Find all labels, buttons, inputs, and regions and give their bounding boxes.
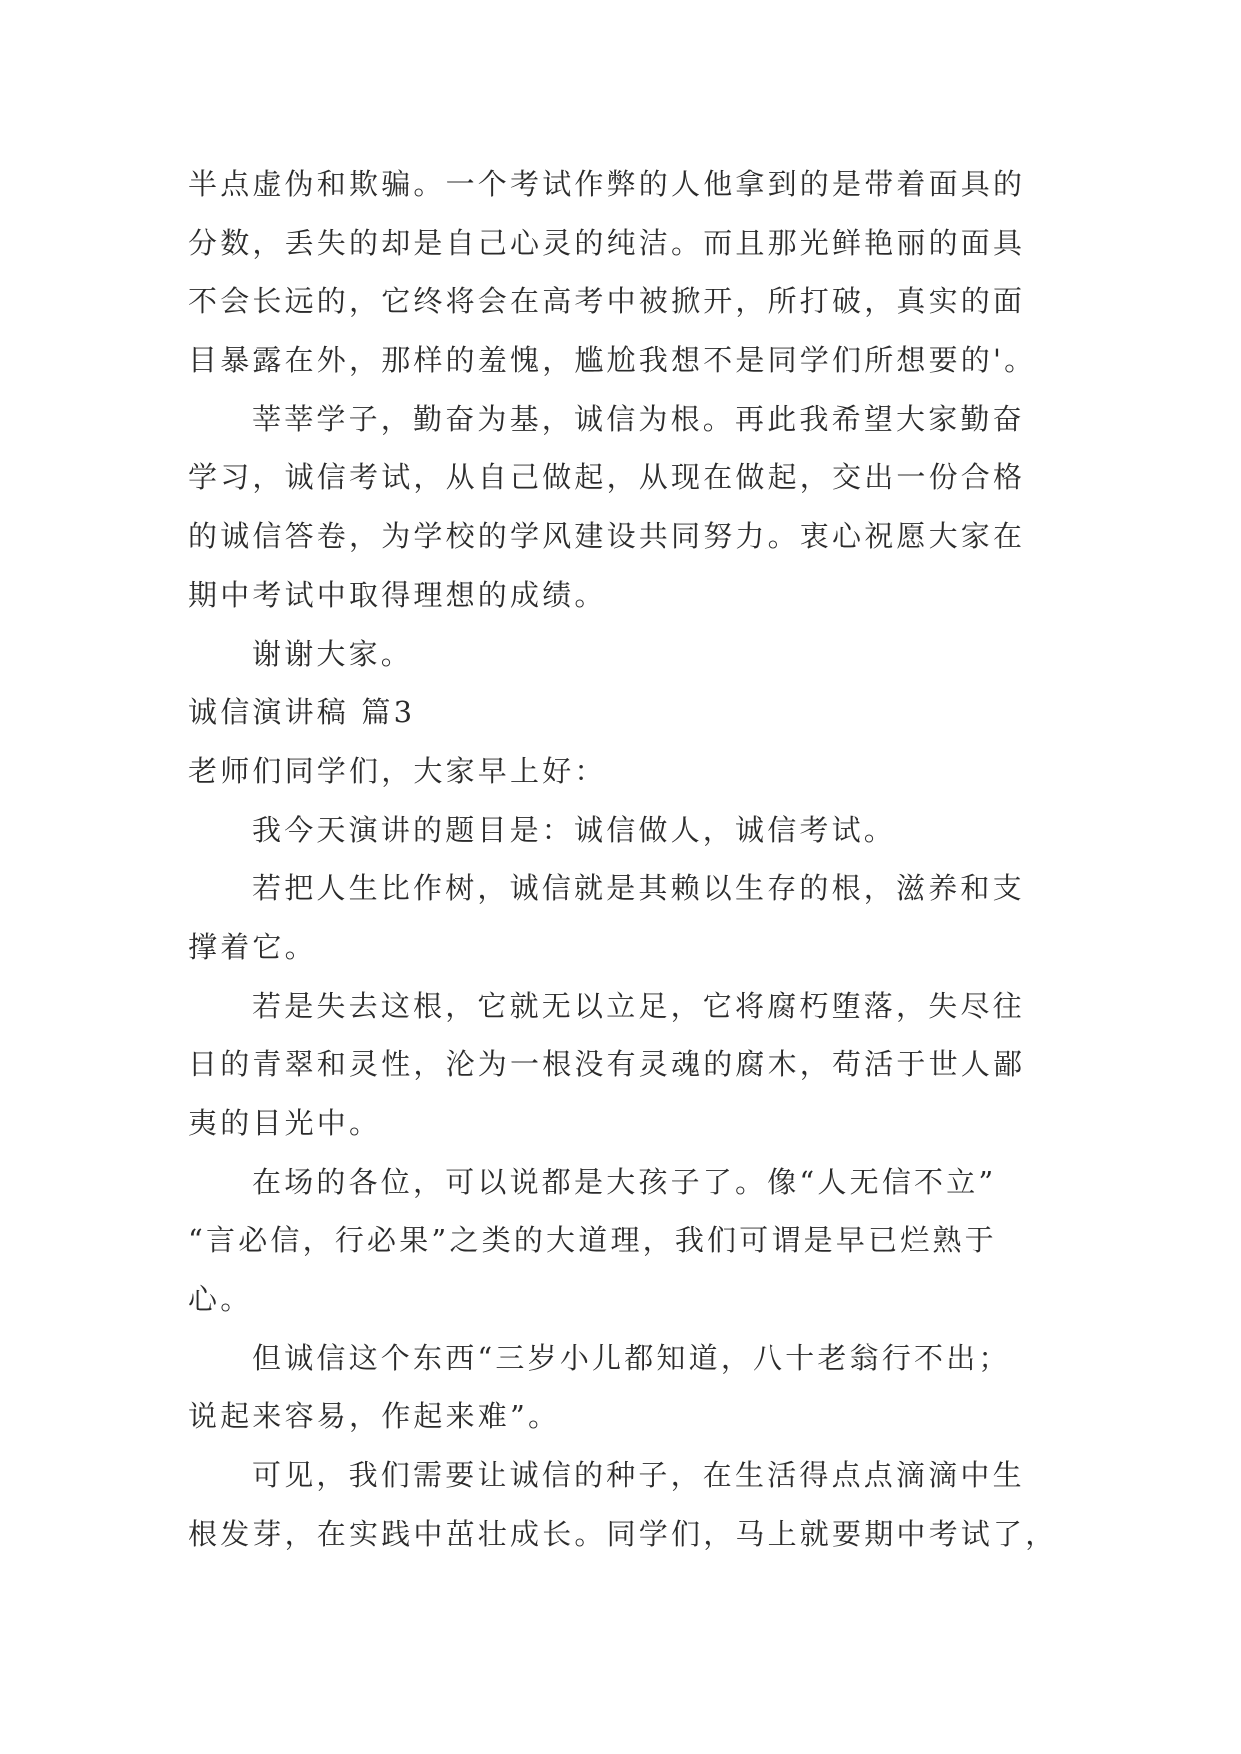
document-body [188, 155, 1068, 1564]
text-line: 目暴露在外，那样的羞愧，尴尬我想不是同学们所想要的'。 [188, 343, 1037, 378]
section-heading: 诚信演讲稿 篇3 [188, 695, 416, 730]
text-line: “言必信，行必果”之类的大道理，我们可谓是早已烂熟于 [188, 1223, 997, 1258]
text-line: 但诚信这个东西“三岁小儿都知道，八十老翁行不出； [252, 1340, 1011, 1375]
text-line: 若是失去这根，它就无以立足，它将腐朽堕落，失尽往 [252, 988, 1025, 1023]
text-line: 心。 [188, 1282, 253, 1317]
text-line: 半点虚伪和欺骗。一个考试作弊的人他拿到的是带着面具的 [188, 167, 1026, 201]
text-line: 不会长远的，它终将会在高考中被掀开，所打破，真实的面 [188, 284, 1026, 319]
text-line: 说起来容易，作起来难”。 [188, 1399, 561, 1434]
text-line: 可见，我们需要让诚信的种子，在生活得点点滴滴中生 [252, 1458, 1025, 1493]
salutation: 老师们同学们，大家早上好： [188, 753, 607, 788]
text-line: 谢谢大家。 [252, 636, 414, 671]
text-line: 分数，丢失的却是自己心灵的纯洁。而且那光鲜艳丽的面具 [188, 225, 1026, 260]
text-line: 夷的目光中。 [188, 1106, 382, 1140]
text-line: 若把人生比作树，诚信就是其赖以生存的根，滋养和支 [252, 871, 1025, 906]
text-line: 日的青翠和灵性，沦为一根没有灵魂的腐木，苟活于世人鄙 [188, 1047, 1026, 1082]
text-line: 撑着它。 [188, 929, 317, 964]
text-line: 的诚信答卷，为学校的学风建设共同努力。衷心祝愿大家在 [188, 519, 1026, 554]
text-line: 莘莘学子，勤奋为基，诚信为根。再此我希望大家勤奋 [252, 401, 1025, 436]
text-line: 期中考试中取得理想的成绩。 [188, 577, 607, 612]
text-line: 学习，诚信考试，从自己做起，从现在做起，交出一份合格 [188, 460, 1026, 495]
text-line: 在场的各位，可以说都是大孩子了。像“人无信不立” [252, 1164, 997, 1199]
text-line: 根发芽，在实践中茁壮成长。同学们，马上就要期中考试了， [188, 1516, 1058, 1551]
text-line: 我今天演讲的题目是：诚信做人，诚信考试。 [252, 812, 897, 847]
